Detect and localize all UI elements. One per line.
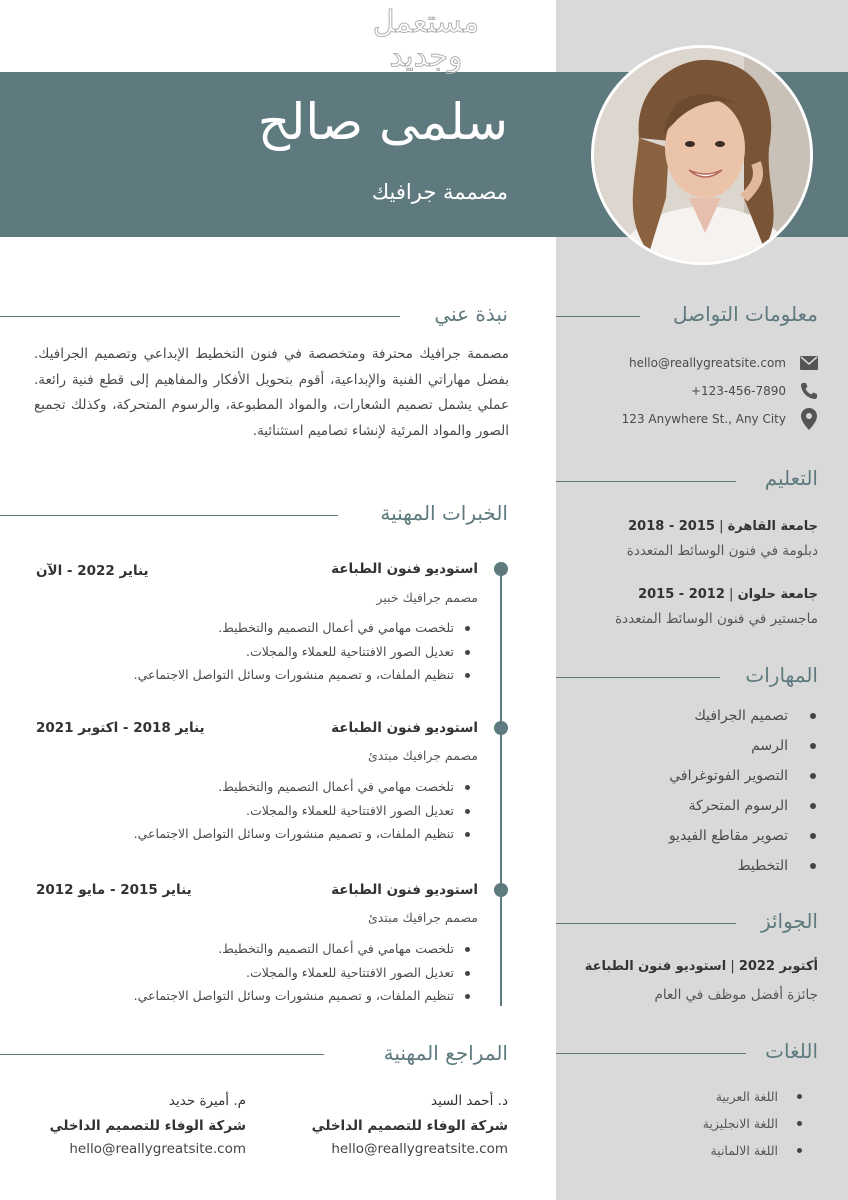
- envelope-icon: [800, 354, 818, 372]
- job-task: تنظيم الملفات، و تصميم منشورات وسائل التواصل الاجتماعي.: [134, 986, 470, 1010]
- reference-email[interactable]: hello@reallygreatsite.com: [69, 1141, 246, 1157]
- portrait-illustration: [594, 48, 813, 265]
- language-item: اللغة الالمانية: [703, 1140, 804, 1167]
- education-years: 2015 - 2018: [628, 519, 715, 534]
- timeline-dot: [494, 562, 508, 576]
- awards-heading: الجوائز: [760, 909, 818, 933]
- reference-card: [50, 1093, 246, 1157]
- experience-heading: الخبرات المهنية: [380, 501, 508, 525]
- education-rule: [556, 481, 736, 482]
- separator: |: [726, 959, 735, 974]
- job-company: استوديو فنون الطباعة: [331, 561, 478, 577]
- experience-rule: [0, 515, 338, 516]
- job-task: تلخصت مهامي في أعمال التصميم والتخطيط.: [134, 939, 470, 963]
- profile-photo: [591, 45, 813, 265]
- skill-item: التصوير الفوتوغرافي: [669, 764, 818, 794]
- job-dates: يناير 2015 - مايو 2012: [36, 882, 192, 898]
- watermark-logo: مستعمل وجديد: [372, 5, 480, 74]
- job-title: مصمم جرافيك خبير: [376, 590, 478, 605]
- award-org: استوديو فنون الطباعة: [584, 959, 727, 974]
- person-name: سلمى صالح: [257, 93, 508, 151]
- languages-list: [703, 1086, 804, 1167]
- job-title: مصمم جرافيك مبتدئ: [368, 748, 478, 763]
- education-heading: التعليم: [764, 466, 818, 490]
- job-task: تعديل الصور الافتتاحية للعملاء والمجلات.: [134, 963, 470, 987]
- reference-company: شركة الوفاء للتصميم الداخلي: [49, 1118, 246, 1134]
- job-task: تلخصت مهامي في أعمال التصميم والتخطيط.: [134, 618, 470, 642]
- contact-address: 123 Anywhere St., Any City: [621, 412, 786, 426]
- education-school-line: [638, 587, 818, 602]
- about-text: مصممة جرافيك محترفة ومتخصصة في فنون التخطيط الإبداعي وتصميم الجرافيك. بفضل مهاراتي الفنية والإبداعية، أقوم بتحويل الأفكار والمفاهيم إلى قطع فنية رائعة. عملي يشمل تصميم الشعارات، والمواد المطبوعة، والرسوم المتحركة، وكذلك تجميع الصور والمواد المرئية لإنشاء تصاميم استثنائية.: [34, 346, 509, 439]
- person-role: مصممة جرافيك: [371, 180, 508, 204]
- timeline-dot: [494, 721, 508, 735]
- job-tasks: [134, 939, 470, 1010]
- reference-card: [312, 1093, 508, 1157]
- awards-rule: [556, 923, 736, 924]
- language-item: اللغة الانجليزية: [703, 1113, 804, 1140]
- experience-timeline: [500, 568, 502, 1006]
- skill-item: الرسم: [669, 734, 818, 764]
- education-school-line: [628, 519, 818, 534]
- contact-phone-row: [691, 382, 818, 400]
- languages-rule: [556, 1053, 746, 1054]
- job-task: تعديل الصور الافتتاحية للعملاء والمجلات.: [134, 801, 470, 825]
- reference-company: شركة الوفاء للتصميم الداخلي: [311, 1118, 508, 1134]
- references-heading: المراجع المهنية: [383, 1041, 508, 1065]
- education-degree: دبلومة في فنون الوسائط المتعددة: [626, 543, 818, 559]
- job-tasks: [134, 618, 470, 689]
- job-title: مصمم جرافيك مبتدئ: [368, 910, 478, 925]
- timeline-dot: [494, 883, 508, 897]
- job-dates: يناير 2022 - الآن: [36, 563, 149, 579]
- reference-name: م. أميرة حديد: [168, 1093, 246, 1109]
- contact-phone[interactable]: +123-456-7890: [690, 384, 786, 398]
- job-task: تعديل الصور الافتتاحية للعملاء والمجلات.: [134, 642, 470, 666]
- languages-heading: اللغات: [765, 1039, 818, 1063]
- reference-email[interactable]: hello@reallygreatsite.com: [331, 1141, 508, 1157]
- references-rule: [0, 1054, 324, 1055]
- education-school: جامعة القاهرة: [727, 519, 818, 534]
- job-dates: يناير 2018 - اكتوبر 2021: [36, 720, 205, 736]
- location-pin-icon: [800, 410, 818, 428]
- education-years: 2012 - 2015: [638, 587, 725, 602]
- about-heading: نبذة عني: [434, 302, 508, 326]
- separator: |: [724, 587, 734, 602]
- skill-item: تصميم الجرافيك: [669, 704, 818, 734]
- job-task: تنظيم الملفات، و تصميم منشورات وسائل التواصل الاجتماعي.: [134, 665, 470, 689]
- skill-item: الرسوم المتحركة: [669, 794, 818, 824]
- phone-icon: [800, 382, 818, 400]
- education-school: جامعة حلوان: [737, 587, 818, 602]
- contact-rule: [556, 316, 640, 317]
- skill-item: تصوير مقاطع الفيديو: [669, 824, 818, 854]
- language-item: اللغة العربية: [703, 1086, 804, 1113]
- skills-heading: المهارات: [745, 663, 818, 687]
- contact-address-row: [622, 410, 818, 428]
- contact-heading: معلومات التواصل: [672, 302, 818, 326]
- contact-email[interactable]: hello@reallygreatsite.com: [628, 356, 786, 370]
- reference-name: د. أحمد السيد: [431, 1093, 508, 1109]
- award-date: أكتوبر 2022: [738, 959, 818, 974]
- award-line: [585, 959, 818, 974]
- education-degree: ماجستير في فنون الوسائط المتعددة: [615, 611, 818, 627]
- separator: |: [714, 519, 724, 534]
- skill-item: التخطيط: [669, 854, 818, 884]
- job-company: استوديو فنون الطباعة: [331, 882, 478, 898]
- job-task: تنظيم الملفات، و تصميم منشورات وسائل التواصل الاجتماعي.: [134, 824, 470, 848]
- contact-email-row: [629, 354, 818, 372]
- about-rule: [0, 316, 400, 317]
- job-task: تلخصت مهامي في أعمال التصميم والتخطيط.: [134, 777, 470, 801]
- skills-list: [669, 704, 818, 884]
- skills-rule: [556, 677, 720, 678]
- job-tasks: [134, 777, 470, 848]
- job-company: استوديو فنون الطباعة: [331, 720, 478, 736]
- award-title: جائزة أفضل موظف في العام: [654, 987, 818, 1003]
